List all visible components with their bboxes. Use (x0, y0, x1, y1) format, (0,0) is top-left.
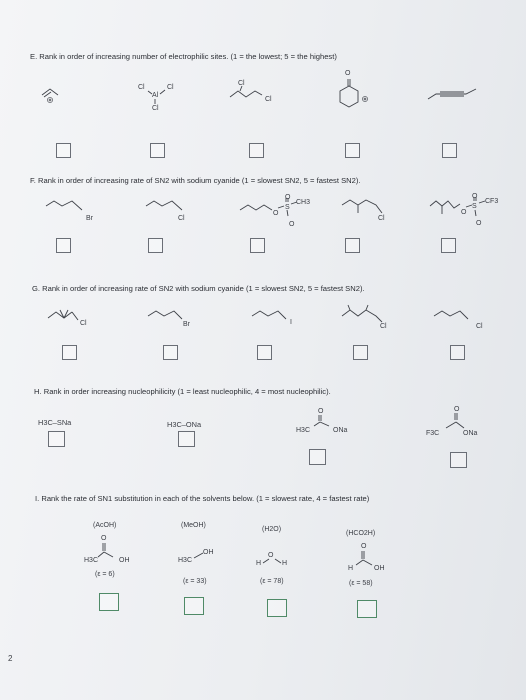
i2-eps: (ε = 33) (183, 578, 207, 585)
dichloride-cl-top: Cl (238, 80, 245, 87)
rank-box-g5[interactable] (450, 345, 465, 360)
alcl3-al: Al (152, 92, 159, 99)
i3-o: O (268, 552, 274, 559)
rank-box-h1[interactable] (48, 431, 65, 447)
branched-chloride-structure-g4 (340, 304, 400, 334)
i1-name: (AcOH) (93, 522, 117, 529)
i4-eps: (ε = 58) (349, 580, 373, 587)
dichloride-structure (228, 85, 278, 115)
question-h-text: H. Rank in order increasing nucleophilicity (1 = least nucleophilic, 4 = most nucleophilic). (34, 387, 331, 396)
acetic-acid-bonds (92, 542, 122, 562)
f5-o-bottom: O (476, 220, 482, 227)
ketone-o: O (345, 70, 351, 77)
f3-s: S (285, 204, 290, 211)
h3-carbonyl-o: O (318, 408, 324, 415)
chloride-structure-g5 (432, 306, 482, 336)
f5-s: S (472, 203, 477, 210)
i1-eps: (ε = 6) (95, 571, 115, 578)
f5-o-ester: O (461, 209, 467, 216)
rank-box-f1[interactable] (56, 238, 71, 253)
f5-o-top: O (472, 193, 478, 200)
h4-f3c: F3C (426, 430, 440, 437)
i4-h: H (348, 565, 354, 572)
question-f-text: F. Rank in order of increasing rate of SN2 with sodium cyanide (1 = slowest SN2, 5 = fastest SN2). (30, 176, 361, 185)
f5-cf3: CF3 (485, 198, 499, 205)
formic-acid-bonds (350, 550, 380, 570)
i3-eps: (ε = 78) (260, 578, 284, 585)
rank-box-g4[interactable] (353, 345, 368, 360)
i3-name: (H2O) (262, 526, 282, 533)
h3-h3c: H3C (296, 427, 311, 434)
allyl-cation-structure (40, 85, 80, 115)
rank-box-g2[interactable] (163, 345, 178, 360)
rank-box-e1[interactable] (56, 143, 71, 158)
rank-box-f5[interactable] (441, 238, 456, 253)
rank-box-i1[interactable] (99, 593, 119, 611)
h4-ona: ONa (463, 430, 478, 437)
i2-oh: OH (203, 549, 214, 556)
rank-box-e5[interactable] (442, 143, 457, 158)
i4-o: O (361, 543, 367, 550)
rank-box-h2[interactable] (178, 431, 195, 447)
question-i-text: I. Rank the rate of SN1 substitution in each of the solvents below. (1 = slowest rate, 4 = fastest rate) (35, 494, 370, 503)
i3-h-left: H (256, 560, 262, 567)
h2-methoxide: H3C–ONa (167, 420, 202, 429)
i1-oh: OH (119, 557, 130, 564)
g3-i: I (290, 319, 292, 326)
i3-h-right: H (282, 560, 288, 567)
f1-br: Br (86, 215, 93, 222)
i1-h3c: H3C (84, 557, 99, 564)
f3-o-ester: O (273, 210, 279, 217)
rank-box-i2[interactable] (184, 597, 204, 615)
rank-box-g3[interactable] (257, 345, 272, 360)
i4-name: (HCO2H) (346, 530, 376, 537)
f2-cl: Cl (178, 215, 185, 222)
trifluoroacetate-bonds (438, 412, 478, 434)
rank-box-i3[interactable] (267, 599, 287, 617)
f3-o-bottom: O (289, 221, 295, 228)
branched-chloride-structure-f4 (340, 196, 400, 226)
alcl3-bonds (140, 85, 180, 115)
i2-h3c: H3C (178, 557, 193, 564)
rank-box-f4[interactable] (345, 238, 360, 253)
h3-ona: ONa (333, 427, 348, 434)
i4-oh: OH (374, 565, 385, 572)
water-bonds (258, 555, 288, 567)
rank-box-e4[interactable] (345, 143, 360, 158)
g2-br: Br (183, 321, 190, 328)
question-g-text: G. Rank in order of increasing rate of SN2 with sodium cyanide (1 = slowest SN2, 5 = fastest SN2). (32, 284, 365, 293)
rank-box-e3[interactable] (249, 143, 264, 158)
h1-methanethiolate: H3C–SNa (38, 418, 72, 427)
rank-box-g1[interactable] (62, 345, 77, 360)
i2-name: (MeOH) (181, 522, 206, 529)
g5-cl: Cl (476, 323, 483, 330)
rank-box-f3[interactable] (250, 238, 265, 253)
rank-box-h3[interactable] (309, 449, 326, 465)
f4-cl: Cl (378, 215, 385, 222)
rank-box-e2[interactable] (150, 143, 165, 158)
iodide-structure-g3 (250, 306, 300, 336)
acetate-bonds (305, 414, 348, 434)
cyclohexanone-cation-structure (330, 78, 380, 118)
methanol-bond (192, 550, 212, 564)
chloride-structure-f2 (144, 196, 194, 226)
g1-cl: Cl (80, 320, 87, 327)
dichloride-cl-right: Cl (265, 96, 272, 103)
alcl3-cl-left: Cl (138, 84, 145, 91)
rank-box-f2[interactable] (148, 238, 163, 253)
f3-ch3: CH3 (296, 199, 311, 206)
alcl3-cl-right: Cl (167, 84, 174, 91)
tertiary-chloride-structure-g1 (46, 306, 96, 336)
alcl3-cl-bottom: Cl (152, 105, 159, 112)
rank-box-h4[interactable] (450, 452, 467, 468)
question-e-text: E. Rank in order of increasing number of electrophilic sites. (1 = the lowest; 5 = the highest) (30, 52, 337, 61)
alkyne-structure (426, 85, 496, 109)
rank-box-i4[interactable] (357, 600, 377, 618)
f3-o-top: O (285, 194, 291, 201)
i1-o: O (101, 535, 107, 542)
g4-cl: Cl (380, 323, 387, 330)
page-number: 2 (8, 654, 13, 663)
h4-carbonyl-o: O (454, 406, 460, 413)
